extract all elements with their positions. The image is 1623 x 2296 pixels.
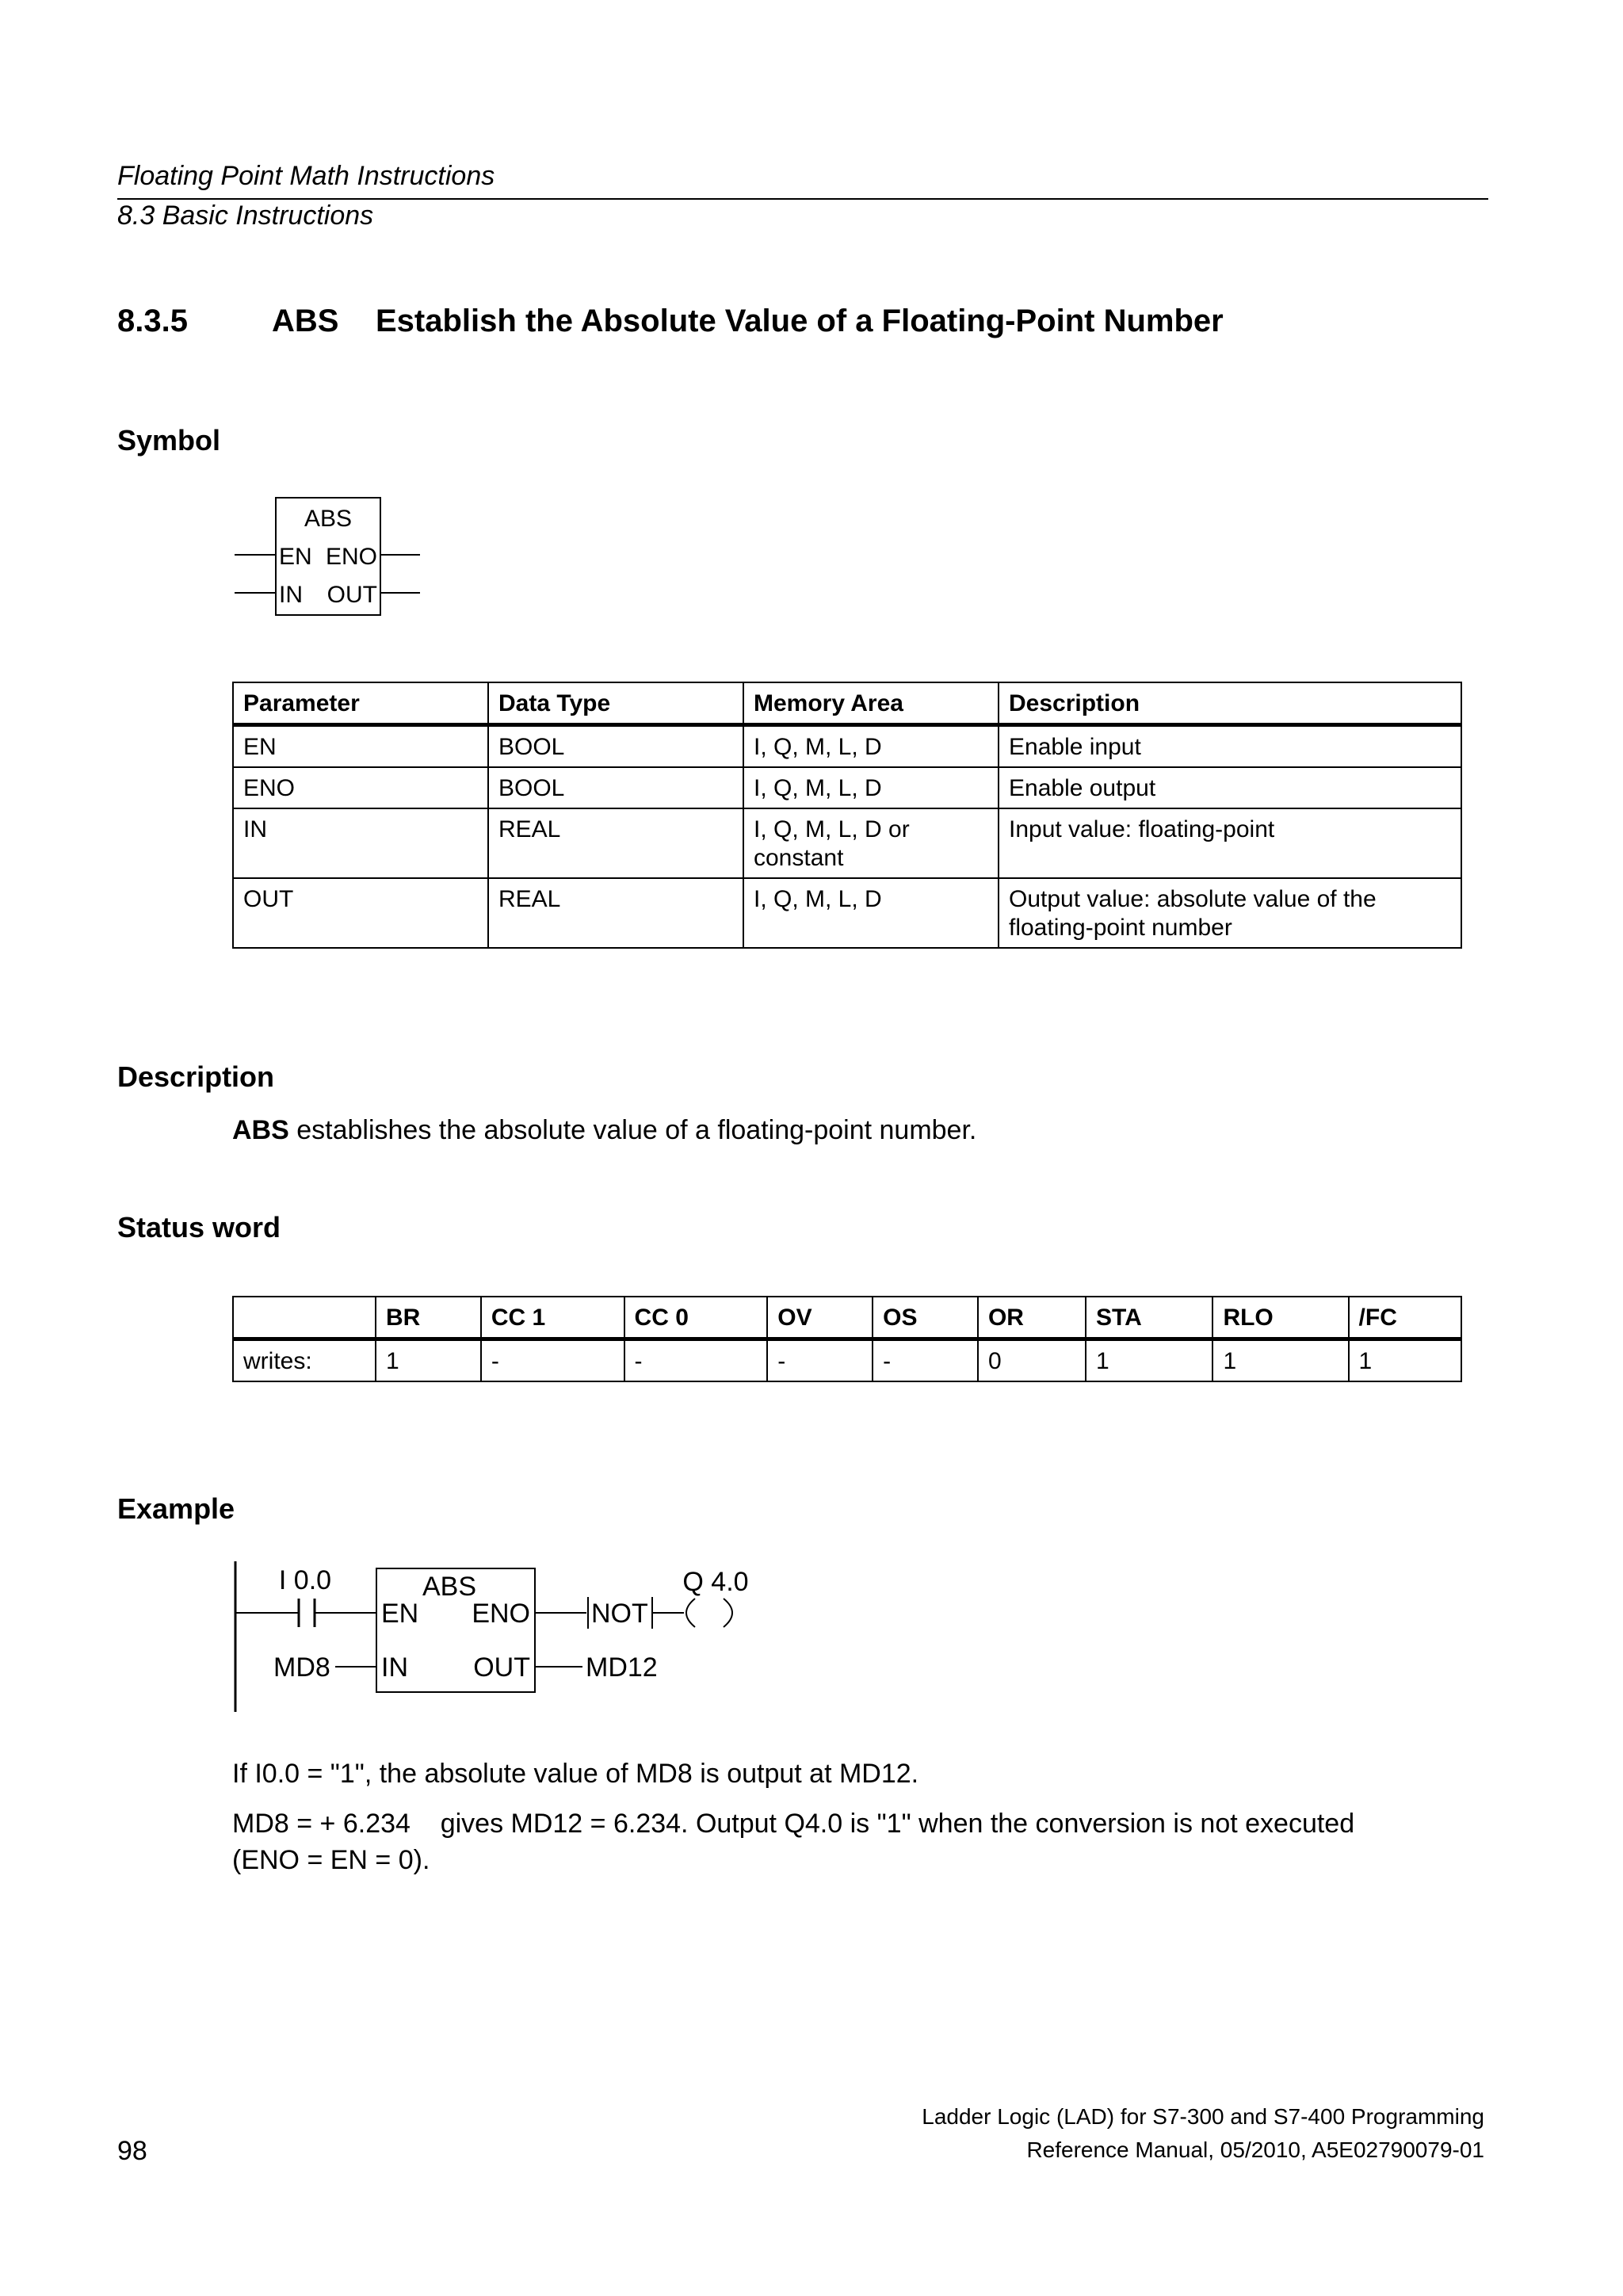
- table-cell: 1: [1212, 1339, 1348, 1382]
- status-word-table: [232, 1296, 1462, 1382]
- symbol-heading: Symbol: [117, 424, 221, 457]
- abs-in-label: IN: [381, 1652, 408, 1683]
- description-paragraph: [232, 1112, 976, 1148]
- table-row: [233, 878, 1461, 948]
- table-header-cell: Data Type: [488, 682, 743, 725]
- running-header-section: 8.3 Basic Instructions: [117, 201, 374, 231]
- example-text-2a: MD8 = + 6.234 gives MD12 = 6.234. Output Q4.0 is "1" when the conversion is not executed: [232, 1809, 1355, 1839]
- table-cell: -: [767, 1339, 873, 1382]
- abs-en-label: EN: [381, 1599, 419, 1629]
- table-cell: REAL: [488, 878, 743, 948]
- example-heading: Example: [117, 1492, 235, 1525]
- table-header-cell: Parameter: [233, 682, 488, 725]
- table-row: [233, 808, 1461, 878]
- table-header-cell: CC 0: [624, 1297, 768, 1339]
- table-cell: -: [873, 1339, 978, 1382]
- footer-title: Ladder Logic (LAD) for S7-300 and S7-400 Programming: [922, 2104, 1484, 2129]
- description-text: establishes the absolute value of a floating-point number.: [288, 1115, 977, 1145]
- ladder-example-diagram: [226, 1557, 781, 1716]
- abs-eno-label: ENO: [472, 1599, 530, 1629]
- section-number: 8.3.5: [117, 304, 188, 338]
- table-header-cell: STA: [1086, 1297, 1212, 1339]
- table-cell: ENO: [233, 767, 488, 808]
- table-header-cell: BR: [376, 1297, 481, 1339]
- symbol-in-label: IN: [279, 582, 303, 608]
- table-cell: 1: [376, 1339, 481, 1382]
- table-header-cell: /FC: [1349, 1297, 1461, 1339]
- table-row: [233, 767, 1461, 808]
- coil-label: Q 4.0: [682, 1567, 749, 1597]
- table-cell: -: [481, 1339, 624, 1382]
- table-cell: EN: [233, 725, 488, 768]
- example-text-1: If I0.0 = "1", the absolute value of MD8 is output at MD12.: [232, 1759, 919, 1789]
- description-heading: Description: [117, 1060, 275, 1093]
- table-cell: 0: [978, 1339, 1086, 1382]
- example-text-2b: (ENO = EN = 0).: [232, 1845, 430, 1875]
- description-bold-lead: ABS: [232, 1115, 289, 1145]
- table-cell: I, Q, M, L, D or constant: [743, 808, 999, 878]
- symbol-out-label: OUT: [327, 582, 377, 608]
- table-cell: BOOL: [488, 725, 743, 768]
- in-operand-label: MD8: [273, 1652, 330, 1683]
- table-cell: I, Q, M, L, D: [743, 878, 999, 948]
- table-header-cell: RLO: [1212, 1297, 1348, 1339]
- parameter-table: [232, 682, 1462, 949]
- table-cell: IN: [233, 808, 488, 878]
- table-cell: -: [624, 1339, 768, 1382]
- symbol-box-title: ABS: [304, 506, 353, 532]
- contact-label: I 0.0: [278, 1565, 332, 1595]
- table-cell: I, Q, M, L, D: [743, 725, 999, 768]
- abs-out-label: OUT: [473, 1652, 530, 1683]
- section-mnemonic: ABS: [272, 304, 339, 338]
- table-header-row: [233, 1297, 1461, 1339]
- coil-right-arc: [724, 1599, 732, 1627]
- section-title: Establish the Absolute Value of a Floating-Point Number: [376, 304, 1224, 338]
- table-cell: writes:: [233, 1339, 376, 1382]
- table-cell: Enable input: [999, 725, 1461, 768]
- table-cell: 1: [1349, 1339, 1461, 1382]
- table-cell: REAL: [488, 808, 743, 878]
- table-cell: 1: [1086, 1339, 1212, 1382]
- table-header-cell: OR: [978, 1297, 1086, 1339]
- table-row: [233, 1339, 1461, 1382]
- table-cell: Input value: floating-point: [999, 808, 1461, 878]
- not-label: NOT: [591, 1599, 648, 1629]
- abs-symbol-diagram: [230, 491, 436, 622]
- out-operand-label: MD12: [586, 1652, 658, 1683]
- table-cell: Enable output: [999, 767, 1461, 808]
- table-header-cell: OV: [767, 1297, 873, 1339]
- table-header-cell: CC 1: [481, 1297, 624, 1339]
- table-cell: I, Q, M, L, D: [743, 767, 999, 808]
- table-header-row: [233, 682, 1461, 725]
- header-rule: [117, 198, 1488, 200]
- table-header-cell: Description: [999, 682, 1461, 725]
- running-header-chapter: Floating Point Math Instructions: [117, 161, 495, 191]
- coil-left-arc: [686, 1599, 695, 1627]
- table-cell: Output value: absolute value of the floating-point number: [999, 878, 1461, 948]
- table-header-cell: OS: [873, 1297, 978, 1339]
- table-header-cell: Memory Area: [743, 682, 999, 725]
- abs-box-title: ABS: [422, 1572, 477, 1602]
- symbol-en-label: EN: [279, 544, 312, 570]
- symbol-eno-label: ENO: [325, 544, 377, 570]
- table-cell: BOOL: [488, 767, 743, 808]
- table-cell: OUT: [233, 878, 488, 948]
- table-row: [233, 725, 1461, 768]
- footer-reference: Reference Manual, 05/2010, A5E02790079-01: [1026, 2137, 1484, 2162]
- page-number: 98: [117, 2136, 147, 2166]
- table-header-cell: [233, 1297, 376, 1339]
- status-word-heading: Status word: [117, 1211, 281, 1244]
